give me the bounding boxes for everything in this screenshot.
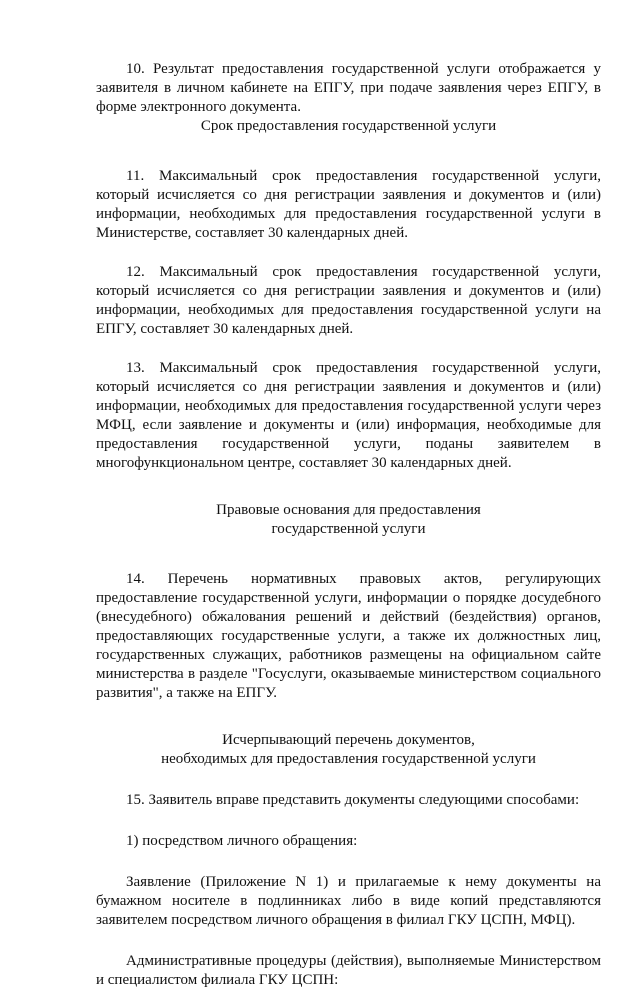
paragraph-15-item-1: 1) посредством личного обращения: [126,833,358,849]
paragraph-application: Заявление (Приложение N 1) и прилагаемые к нему документы на бумажном носителе в подлинниках либо в виде копий представляются заявителем посредством личного обращения в филиал ГКУ ЦСПН, МФЦ). [96,874,601,928]
heading-legal-grounds [96,501,601,539]
heading-documents-list-line-1: Исчерпывающий перечень документов, [222,732,475,748]
heading-legal-grounds-line-1: Правовые основания для предоставления [216,502,481,518]
document-page [96,60,601,990]
paragraph-11: 11. Максимальный срок предоставления государственной услуги, который исчисляется со дня регистрации заявления и документов и (или) информации, необходимых для предоставления государственной услуги в Министерстве, составляет 30 календарных дней. [96,168,601,241]
heading-service-term: Срок предоставления государственной услуги [200,118,497,134]
heading-legal-grounds-line-2: государственной услуги [271,521,426,537]
heading-documents-list [96,731,601,769]
paragraph-13: 13. Максимальный срок предоставления государственной услуги, который исчисляется со дня регистрации заявления и документов и (или) информации, необходимых для предоставления государственной услуги через МФЦ, если заявление и документы и (или) информация, необходимые для предоставления государственной услуги, поданы заявителем в многофункциональном центре, составляет 30 календарных дней. [96,360,601,471]
paragraph-15: 15. Заявитель вправе представить документы следующими способами: [126,792,580,808]
paragraph-14: 14. Перечень нормативных правовых актов, регулирующих предоставление государственной услуги, информации о порядке досудебного (внесудебного) обжалования решений и действий (бездействия) органов, предоставляющих государственные услуги, а также их должностных лиц, государственных служащих, работников размещены на официальном сайте министерства в разделе "Госуслуги, оказываемые министерством социального развития", а также на ЕПГУ. [96,571,601,701]
paragraph-admin-procedures: Административные процедуры (действия), выполняемые Министерством и специалистом филиала ГКУ ЦСПН: [96,953,601,988]
paragraph-10: 10. Результат предоставления государственной услуги отображается у заявителя в личном кабинете на ЕПГУ, при подаче заявления через ЕПГУ, в форме электронного документа. [96,61,601,115]
heading-documents-list-line-2: необходимых для предоставления государственной услуги [161,751,536,767]
paragraph-12: 12. Максимальный срок предоставления государственной услуги, который исчисляется со дня регистрации заявления и документов и (или) информации, необходимых для предоставления государственной услуги на ЕПГУ, составляет 30 календарных дней. [96,264,601,337]
